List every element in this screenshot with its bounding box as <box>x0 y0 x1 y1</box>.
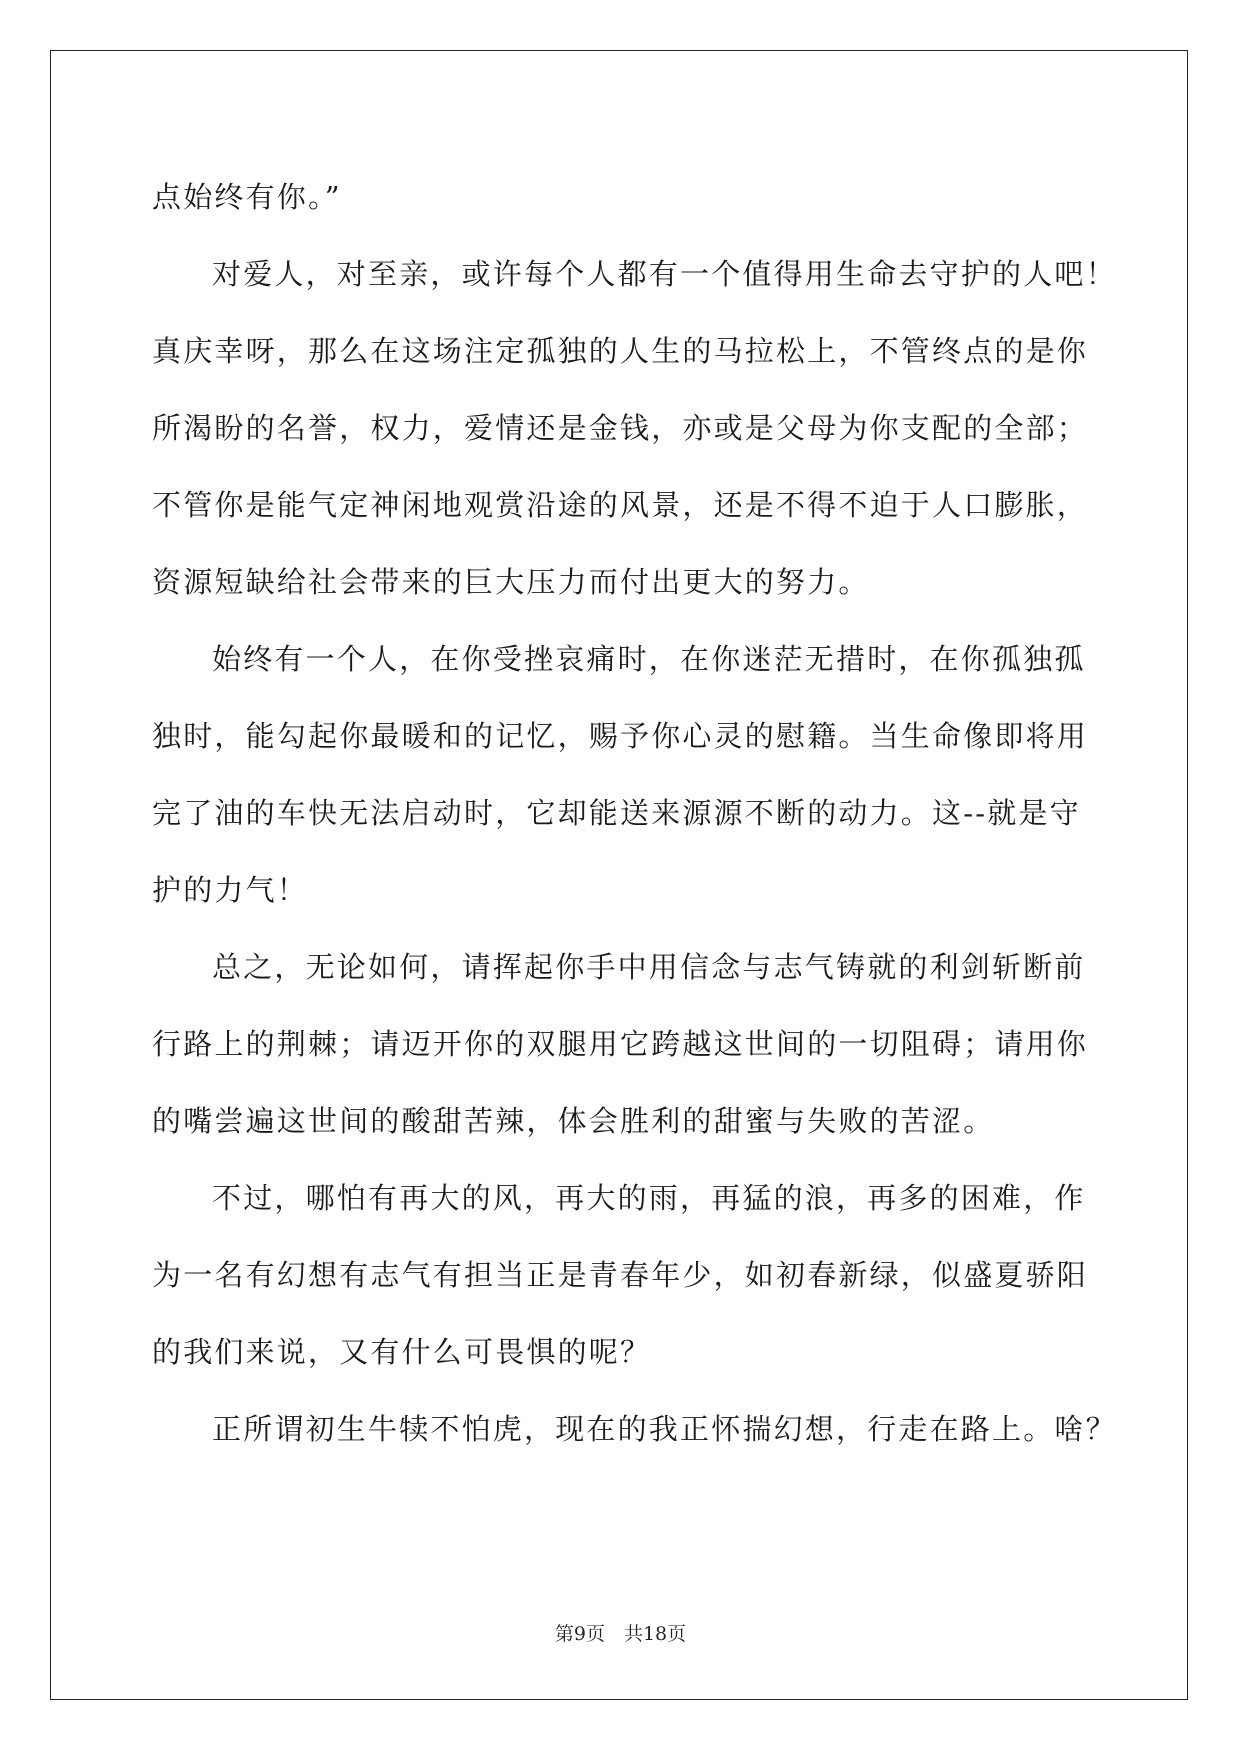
page-footer <box>0 1619 1241 1646</box>
text-line: 的嘴尝遍这世间的酸甜苦辣，体会胜利的甜蜜与失败的苦涩。 <box>152 1104 995 1138</box>
text-line: 不过，哪怕有再大的风，再大的雨，再猛的浪，再多的困难，作 <box>212 1181 1086 1215</box>
text-line: 行路上的荆棘；请迈开你的双腿用它跨越这世间的一切阻碍；请用你 <box>152 1027 1089 1061</box>
page-number: 第9页 共18页 <box>554 1623 687 1645</box>
text-line: 点始终有你。” <box>152 180 342 214</box>
text-line: 资源短缺给社会带来的巨大压力而付出更大的努力。 <box>152 565 870 599</box>
text-line: 总之，无论如何，请挥起你手中用信念与志气铸就的利剑斩断前 <box>212 950 1086 984</box>
text-line: 不管你是能气定神闲地观赏沿途的风景，还是不得不迫于人口膨胀， <box>152 488 1089 522</box>
text-line: 始终有一个人，在你受挫哀痛时，在你迷茫无措时，在你孤独孤 <box>212 642 1086 676</box>
text-line: 独时，能勾起你最暖和的记忆，赐予你心灵的慰籍。当生命像即将用 <box>152 719 1089 753</box>
text-line: 对爱人，对至亲，或许每个人都有一个值得用生命去守护的人吧！ <box>212 257 1117 291</box>
document-body <box>152 159 1117 1468</box>
text-line: 正所谓初生牛犊不怕虎，现在的我正怀揣幻想，行走在路上。啥？ <box>212 1412 1117 1446</box>
text-line: 的我们来说，又有什么可畏惧的呢？ <box>152 1335 652 1369</box>
text-line: 护的力气！ <box>152 873 309 907</box>
text-line: 所渴盼的名誉，权力，爱情还是金钱，亦或是父母为你支配的全部； <box>152 411 1089 445</box>
text-line: 为一名有幻想有志气有担当正是青春年少，如初春新绿，似盛夏骄阳 <box>152 1258 1089 1292</box>
text-line: 真庆幸呀，那么在这场注定孤独的人生的马拉松上，不管终点的是你 <box>152 334 1089 368</box>
text-line: 完了油的车快无法启动时，它却能送来源源不断的动力。这--就是守 <box>152 796 1081 830</box>
